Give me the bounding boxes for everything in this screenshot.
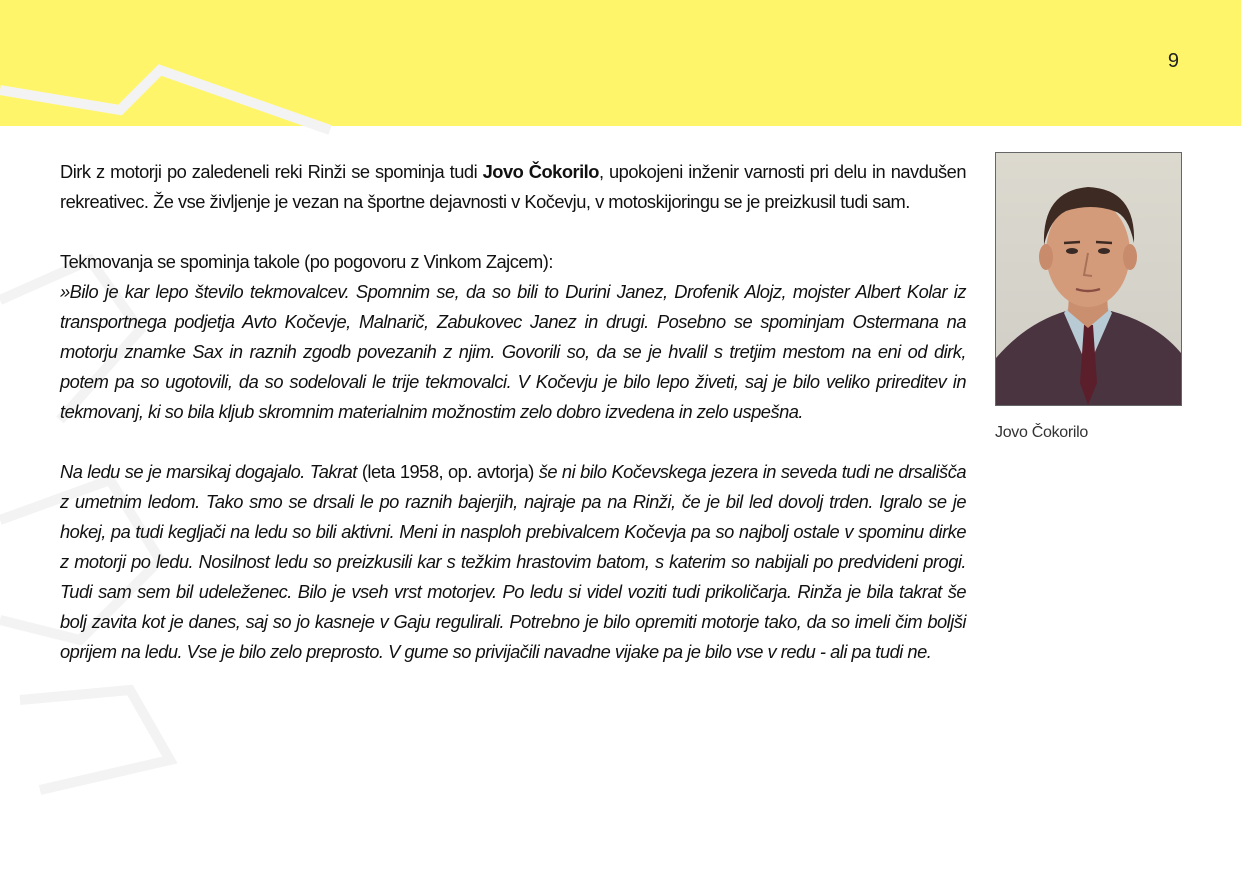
intro-text-continued: , upokojeni inženir varnosti pri delu in navdušen rekreativec. Že vse življenje je vezan na športne dejavnosti v Kočevju, v motoskijoringu se je preizkusil tudi sam. (60, 161, 966, 212)
intro-paragraph (60, 157, 966, 217)
lead-line: Tekmovanja se spominja takole (po pogovoru z Vinkom Zajcem): (60, 251, 553, 272)
quote-paragraph-1: »Bilo je kar lepo število tekmovalcev. Spomnim se, da so bili to Durini Janez, Drofenik Alojz, mojster Albert Kolar iz transportnega podjetja Avto Kočevje, Malnarič, Zabukovec Janez in drugi. Posebno se spominjam Ostermana na motorju znamke Sax in raznih zgodb povezanih z njim. Govorili so, da se je hvalil s tretjim mestom na eni od dirk, potem pa so ugotovili, da so sodelovali le trije tekmovalci. V Kočevju je bilo lepo živeti, saj je bilo veliko prireditev in tekmovanj, ki so bila kljub skromnim materialnim možnostim zelo dobro izvedena in zelo uspešna. (60, 281, 966, 422)
author-note: (leta 1958, op. avtorja) (356, 461, 539, 482)
quote2-start: Na ledu se je marsikaj dogajalo. Takrat (60, 461, 357, 482)
photo-caption: Jovo Čokorilo (995, 424, 1089, 441)
intro-text: Dirk z motorji po zaledeneli reki Rinži se spominja tudi (60, 161, 483, 182)
portrait-illustration (996, 153, 1181, 405)
article-body (60, 157, 966, 667)
page-number: 9 (1167, 50, 1179, 72)
quote-paragraph-2 (60, 457, 966, 667)
person-name: Jovo Čokorilo (482, 161, 599, 182)
quote2-rest: še ni bilo Kočevskega jezera in seveda tudi ne drsališča z umetnim ledom. Tako smo se drsali le po raznih bajerjih, najraje pa na Rinži, če je bil led dovolj trden. Igralo se je hokej, pa tudi kegljači na ledu so bili aktivni. Meni in nasploh prebivalcem Kočevja pa so najbolj ostale v spominu dirke z motorji po ledu. Nosilnost ledu so preizkusili kar s težkim hrastovim batom, s katerim so nabijali po predvideni progi. Tudi sam sem bil udeleženec. Bilo je vseh vrst motorjev. Po ledu si videl voziti tudi prikoličarja. Rinža je bila takrat še bolj zavita kot je danes, saj so jo kasneje v Gaju regulirali. Potrebno je bilo opremiti motorje tako, da so imeli čim boljši oprijem na ledu. Vse je bilo zelo preprosto. V gume so privijačili navadne vijake pa je bilo vse v redu - ali pa tudi ne. (60, 461, 967, 662)
portrait-photo (995, 152, 1182, 406)
